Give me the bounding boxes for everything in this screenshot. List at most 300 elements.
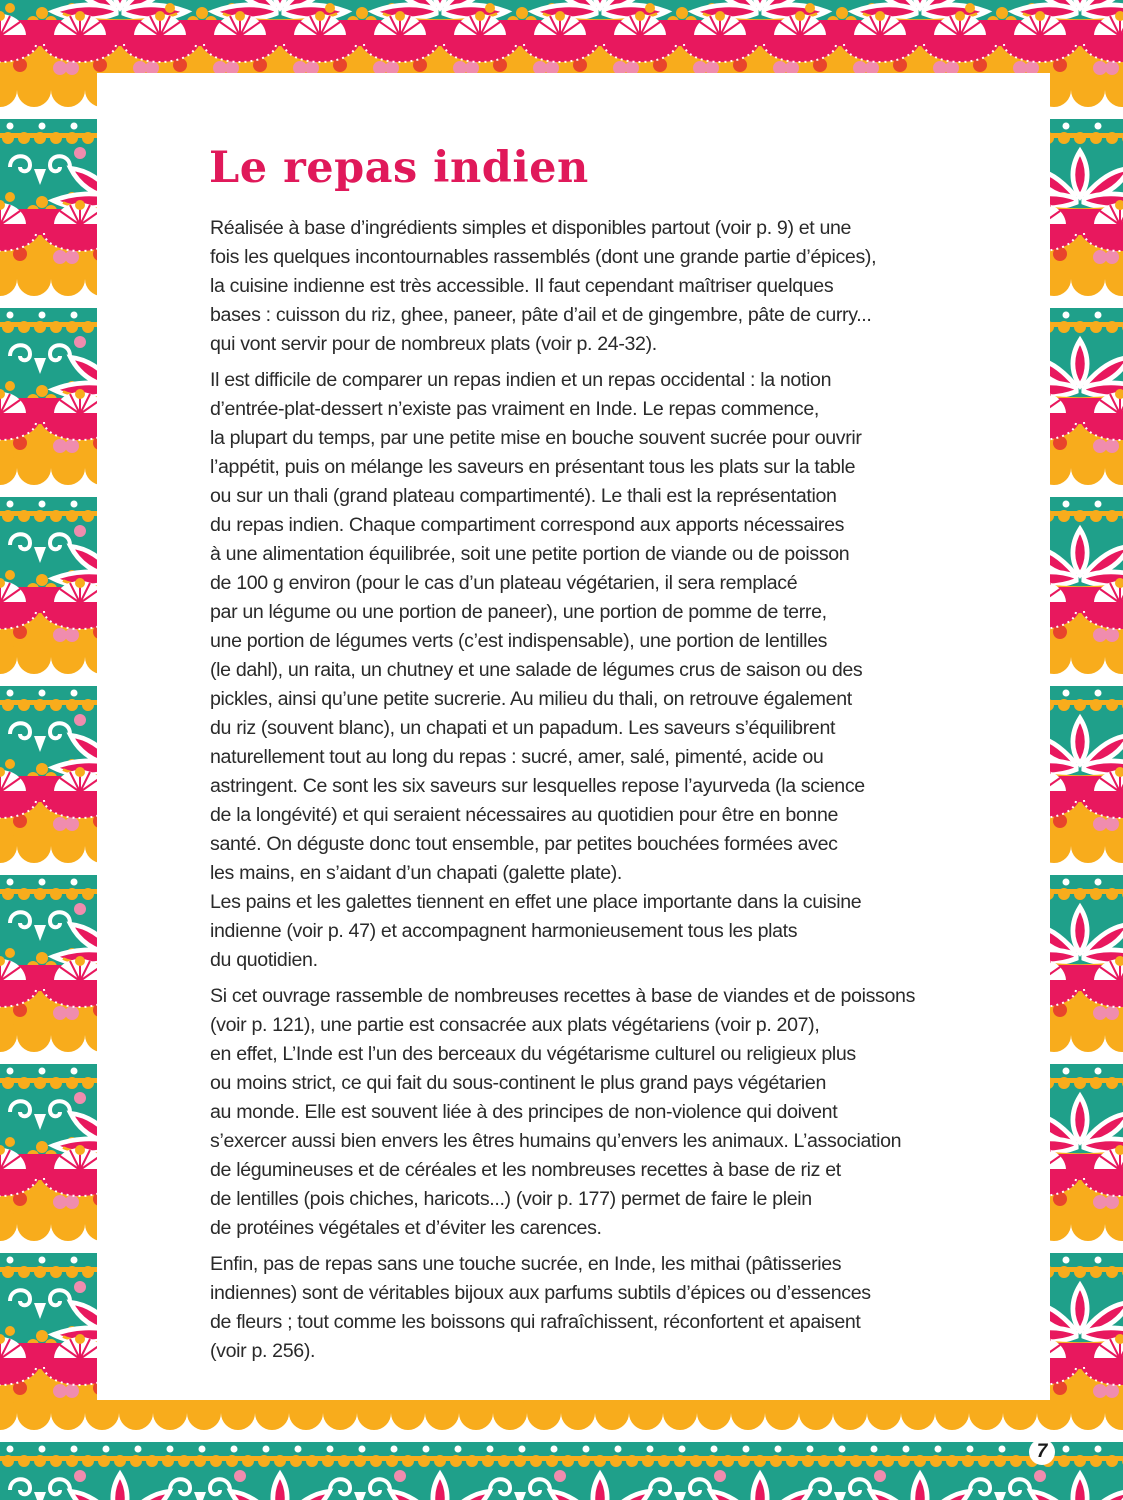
dot: [7, 123, 14, 130]
dot: [39, 879, 46, 886]
scallop: [1071, 451, 1105, 485]
text-line: de fleurs ; tout comme les boissons qui rafraîchissent, réconfortent et apaisent: [210, 1311, 861, 1333]
dot: [150, 1422, 156, 1428]
text-line: de 100 g environ (pour le cas d’un plateau végétarien, il sera remplacé: [210, 572, 798, 594]
swirl-icon: [1105, 1195, 1119, 1209]
text-line: Si cet ouvrage rassemble de nombreuses recettes à base de viandes et de poissons: [210, 985, 916, 1007]
scallop: [1058, 1077, 1070, 1089]
swirl-icon: [53, 1195, 67, 1209]
dot: [1102, 99, 1108, 105]
dot: [71, 1068, 78, 1075]
scallop: [1106, 510, 1118, 522]
dot: [711, 1446, 718, 1453]
dot: [487, 1446, 494, 1453]
dot: [422, 1422, 428, 1428]
scallop: [1090, 321, 1102, 333]
scallop: [1071, 640, 1105, 674]
scallop: [34, 888, 46, 900]
scallop: [1058, 888, 1070, 900]
scallop: [1090, 1266, 1102, 1278]
swirl-icon: [65, 439, 79, 453]
scallop: [1090, 1455, 1102, 1467]
text-line: astringent. Ce sont les six saveurs sur lesquelles repose l’ayurveda (la science: [210, 775, 865, 797]
scallop: [51, 262, 85, 296]
scallop: [51, 1018, 85, 1052]
flower-icon: [645, 3, 655, 13]
scallop: [629, 1396, 663, 1430]
swirl-icon: [1093, 1006, 1107, 1020]
scallop: [562, 1455, 574, 1467]
dot: [7, 1257, 14, 1264]
dot: [1095, 879, 1102, 886]
text-line: indiennes) sont de véritables bijoux aux parfums subtils d’épices ou d’essences: [210, 1282, 871, 1304]
scallop: [1003, 1396, 1037, 1430]
flower-icon: [5, 1137, 15, 1147]
dot: [615, 1446, 622, 1453]
dot: [660, 1422, 666, 1428]
scallop: [418, 1455, 430, 1467]
scallop: [1037, 1396, 1071, 1430]
scallop: [2, 510, 14, 522]
scallop: [51, 451, 85, 485]
text-line: pickles, ainsi qu’une petite sucrerie. Au milieu du thali, on retrouve également: [210, 688, 852, 710]
swirl-icon: [1093, 1384, 1107, 1398]
dot: [519, 1446, 526, 1453]
scallop: [153, 1396, 187, 1430]
scallop: [901, 1396, 935, 1430]
scallop: [51, 1396, 85, 1430]
text-line: une portion de légumes verts (c’est indispensable), une portion de lentilles: [210, 630, 828, 652]
scallop: [34, 321, 46, 333]
scallop: [833, 1396, 867, 1430]
flower-icon: [74, 1470, 86, 1482]
dot: [7, 312, 14, 319]
dot: [263, 1446, 270, 1453]
text-line: à une alimentation équilibrée, soit une petite portion de viande ou de poisson: [210, 543, 850, 565]
scallop: [82, 1077, 94, 1089]
dot: [184, 1422, 190, 1428]
scallop: [969, 1396, 1003, 1430]
scallop: [130, 1455, 142, 1467]
scallop: [498, 1455, 510, 1467]
scallop: [1071, 1018, 1105, 1052]
scallop: [338, 1455, 350, 1467]
scallop: [866, 1455, 878, 1467]
swirl-icon: [53, 61, 67, 75]
scallop: [17, 1396, 51, 1430]
scallop: [357, 1396, 391, 1430]
flower-icon: [74, 525, 86, 537]
text-line: du repas indien. Chaque compartiment correspond aux apports nécessaires: [210, 514, 845, 536]
scallop: [610, 1455, 622, 1467]
dot: [1095, 123, 1102, 130]
scallop: [1074, 132, 1086, 144]
swirl-icon: [1105, 250, 1119, 264]
scallop: [1090, 510, 1102, 522]
scallop: [1074, 888, 1086, 900]
page-title: Le repas indien: [209, 143, 589, 193]
dot: [14, 1422, 20, 1428]
dot: [1068, 99, 1074, 105]
flower-icon: [5, 192, 15, 202]
scallop: [194, 1455, 206, 1467]
scallop: [274, 1455, 286, 1467]
scallop: [1106, 1455, 1118, 1467]
scallop: [1058, 321, 1070, 333]
dot: [82, 477, 88, 483]
dot: [71, 1446, 78, 1453]
text-line: bases : cuisson du riz, ghee, paneer, pâte d’ail et de gingembre, pâte de curry...: [210, 304, 872, 326]
scallop: [493, 1396, 527, 1430]
scallop: [1106, 1077, 1118, 1089]
scallop: [450, 1455, 462, 1467]
dot: [592, 1422, 598, 1428]
dot: [807, 1446, 814, 1453]
scallop: [82, 888, 94, 900]
scallop: [770, 1455, 782, 1467]
dot: [871, 1446, 878, 1453]
dot: [1102, 855, 1108, 861]
paragraph-intro: [210, 214, 970, 359]
dot: [679, 1446, 686, 1453]
scallop: [18, 321, 30, 333]
scallop: [66, 888, 78, 900]
text-line: s’exercer aussi bien envers les êtres humains qu’envers les animaux. L’association: [210, 1130, 902, 1152]
dot: [551, 1446, 558, 1453]
scallop: [50, 1455, 62, 1467]
dot: [14, 855, 20, 861]
dot: [524, 1422, 530, 1428]
scallop: [98, 1455, 110, 1467]
scallop: [17, 640, 51, 674]
scallop: [1106, 888, 1118, 900]
scallop: [18, 699, 30, 711]
scallop: [1090, 888, 1102, 900]
flower-icon: [325, 3, 335, 13]
article-body: [210, 214, 970, 1366]
paragraph-sweets: [210, 1250, 970, 1366]
scallop: [17, 1207, 51, 1241]
scallop: [50, 699, 62, 711]
dot: [1068, 1044, 1074, 1050]
scallop: [50, 1077, 62, 1089]
text-line: Réalisée à base d’ingrédients simples et disponibles partout (voir p. 9) et une: [210, 217, 852, 239]
scallop: [1071, 1396, 1105, 1430]
dot: [932, 1422, 938, 1428]
dot: [359, 1446, 366, 1453]
scallop: [18, 1077, 30, 1089]
scallop: [50, 510, 62, 522]
scallop: [306, 1455, 318, 1467]
scallop: [18, 510, 30, 522]
dot: [1095, 1446, 1102, 1453]
dot: [830, 1422, 836, 1428]
text-line: naturellement tout au long du repas : sucré, amer, salé, pimenté, acide ou: [210, 746, 824, 768]
dot: [1063, 501, 1070, 508]
text-line: au monde. Elle est souvent liée à des principes de non-violence qui doivent: [210, 1101, 838, 1123]
scallop: [978, 1455, 990, 1467]
dot: [1102, 666, 1108, 672]
dot: [82, 855, 88, 861]
paragraph-thali: [210, 366, 970, 975]
scallop: [561, 1396, 595, 1430]
dot: [1102, 1233, 1108, 1239]
scallop: [1106, 321, 1118, 333]
dot: [286, 1422, 292, 1428]
text-line: ou sur un thali (grand plateau compartimenté). Le thali est la représentation: [210, 485, 837, 507]
dot: [82, 99, 88, 105]
text-line: (voir p. 256).: [210, 1340, 316, 1362]
scallop: [50, 321, 62, 333]
scallop: [1058, 132, 1070, 144]
dot: [218, 1422, 224, 1428]
scallop: [2, 1077, 14, 1089]
scallop: [459, 1396, 493, 1430]
scallop: [1090, 132, 1102, 144]
swirl-icon: [1093, 817, 1107, 831]
swirl-icon: [65, 250, 79, 264]
dot: [231, 1446, 238, 1453]
scallop: [1058, 1455, 1070, 1467]
flower-icon: [5, 1326, 15, 1336]
scallop: [2, 1455, 14, 1467]
dot: [391, 1446, 398, 1453]
scallop: [51, 1207, 85, 1241]
flower-icon: [1034, 1470, 1046, 1482]
dot: [1063, 879, 1070, 886]
text-line: fois les quelques incontournables rassemblés (dont une grande partie d’épices),: [210, 246, 877, 268]
scallop: [663, 1396, 697, 1430]
scallop: [258, 1455, 270, 1467]
swirl-icon: [53, 1006, 67, 1020]
scallop: [370, 1455, 382, 1467]
dot: [14, 1044, 20, 1050]
dot: [295, 1446, 302, 1453]
dot: [388, 1422, 394, 1428]
dot: [199, 1446, 206, 1453]
dot: [82, 1233, 88, 1239]
flower-icon: [965, 3, 975, 13]
swirl-icon: [53, 817, 67, 831]
scallop: [242, 1455, 254, 1467]
dot: [1063, 1257, 1070, 1264]
scallop: [290, 1455, 302, 1467]
dot: [39, 1257, 46, 1264]
text-line: l’appétit, puis on mélange les saveurs en présentant tous les plats sur la table: [210, 456, 856, 478]
dot: [743, 1446, 750, 1453]
scallop: [82, 510, 94, 522]
scallop: [82, 1455, 94, 1467]
text-line: d’entrée-plat-dessert n’existe pas vraiment en Inde. Le repas commence,: [210, 398, 820, 420]
scallop: [642, 1455, 654, 1467]
scallop: [786, 1455, 798, 1467]
dot: [1068, 1422, 1074, 1428]
flower-icon: [5, 570, 15, 580]
scallop: [425, 1396, 459, 1430]
page-number: 7: [1029, 1439, 1055, 1465]
swirl-icon: [65, 1195, 79, 1209]
dot: [39, 501, 46, 508]
scallop: [82, 132, 94, 144]
scallop: [289, 1396, 323, 1430]
scallop: [2, 321, 14, 333]
dot: [39, 1446, 46, 1453]
dot: [167, 1446, 174, 1453]
text-line: santé. On déguste donc tout ensemble, par petites bouchées formées avec: [210, 833, 838, 855]
dot: [7, 1068, 14, 1075]
scallop: [17, 73, 51, 107]
swirl-icon: [65, 628, 79, 642]
swirl-icon: [1093, 439, 1107, 453]
dot: [839, 1446, 846, 1453]
scallop: [391, 1396, 425, 1430]
scallop: [1071, 1207, 1105, 1241]
dot: [1063, 312, 1070, 319]
scallop: [578, 1455, 590, 1467]
scallop: [50, 132, 62, 144]
swirl-icon: [1105, 61, 1119, 75]
scallop: [17, 829, 51, 863]
dot: [898, 1422, 904, 1428]
scallop: [690, 1455, 702, 1467]
dot: [1068, 477, 1074, 483]
scallop: [322, 1455, 334, 1467]
dot: [490, 1422, 496, 1428]
dot: [39, 123, 46, 130]
scallop: [1010, 1455, 1022, 1467]
text-line: de lentilles (pois chiches, haricots...) (voir p. 177) permet de faire le plein: [210, 1188, 812, 1210]
dot: [71, 1257, 78, 1264]
scallop: [50, 1266, 62, 1278]
scallop: [930, 1455, 942, 1467]
scallop: [1074, 321, 1086, 333]
dot: [694, 1422, 700, 1428]
text-line: (voir p. 121), une partie est consacrée aux plats végétariens (voir p. 207),: [210, 1014, 820, 1036]
dot: [1068, 288, 1074, 294]
scallop: [82, 699, 94, 711]
scallop: [765, 1396, 799, 1430]
scallop: [731, 1396, 765, 1430]
scallop: [34, 699, 46, 711]
dot: [966, 1422, 972, 1428]
flower-icon: [74, 1281, 86, 1293]
dot: [82, 288, 88, 294]
scallop: [18, 132, 30, 144]
swirl-icon: [1105, 439, 1119, 453]
scallop: [1106, 1266, 1118, 1278]
flower-icon: [874, 1470, 886, 1482]
scallop: [1074, 1266, 1086, 1278]
scallop: [146, 1455, 158, 1467]
scallop: [882, 1455, 894, 1467]
dot: [1095, 690, 1102, 697]
text-line: de légumineuses et de céréales et les nombreuses recettes à base de riz et: [210, 1159, 841, 1181]
text-line: de la longévité) et qui seraient nécessaires au quotidien pour être en bonne: [210, 804, 839, 826]
flower-icon: [805, 3, 815, 13]
dot: [327, 1446, 334, 1453]
dot: [82, 1422, 88, 1428]
dot: [14, 1233, 20, 1239]
flower-icon: [485, 3, 495, 13]
dot: [71, 690, 78, 697]
scallop: [1090, 699, 1102, 711]
flower-icon: [5, 759, 15, 769]
flower-icon: [5, 948, 15, 958]
dot: [1034, 1422, 1040, 1428]
scallop: [867, 1396, 901, 1430]
scallop: [34, 132, 46, 144]
scallop: [1058, 699, 1070, 711]
scallop: [1074, 1455, 1086, 1467]
swirl-icon: [53, 250, 67, 264]
dot: [935, 1446, 942, 1453]
scallop: [386, 1455, 398, 1467]
scallop: [2, 888, 14, 900]
text-line: de protéines végétales et d’éviter les carences.: [210, 1217, 602, 1239]
scallop: [994, 1455, 1006, 1467]
swirl-icon: [1093, 250, 1107, 264]
scallop: [962, 1455, 974, 1467]
dot: [1068, 666, 1074, 672]
scallop: [935, 1396, 969, 1430]
dot: [48, 477, 54, 483]
scallop: [1071, 262, 1105, 296]
dot: [7, 690, 14, 697]
flower-icon: [74, 903, 86, 915]
dot: [39, 312, 46, 319]
scallop: [802, 1455, 814, 1467]
scallop: [18, 1266, 30, 1278]
dot: [1068, 855, 1074, 861]
scallop: [626, 1455, 638, 1467]
dot: [14, 99, 20, 105]
text-line: Il est difficile de comparer un repas indien et un repas occidental : la notion: [210, 369, 832, 391]
scallop: [834, 1455, 846, 1467]
scallop: [221, 1396, 255, 1430]
scallop: [799, 1396, 833, 1430]
scallop: [594, 1455, 606, 1467]
dot: [135, 1446, 142, 1453]
dot: [39, 1068, 46, 1075]
scallop: [66, 1266, 78, 1278]
dot: [103, 1446, 110, 1453]
flower-icon: [5, 381, 15, 391]
scallop: [697, 1396, 731, 1430]
dot: [48, 1044, 54, 1050]
scallop: [18, 1455, 30, 1467]
dot: [14, 477, 20, 483]
dot: [583, 1446, 590, 1453]
scallop: [754, 1455, 766, 1467]
scallop: [66, 1455, 78, 1467]
dot: [71, 501, 78, 508]
text-line: en effet, L’Inde est l’un des berceaux du végétarisme culturel ou religieux plus: [210, 1043, 856, 1065]
dot: [1068, 1233, 1074, 1239]
scallop: [2, 132, 14, 144]
scallop: [514, 1455, 526, 1467]
dot: [1063, 123, 1070, 130]
scallop: [674, 1455, 686, 1467]
scallop: [595, 1396, 629, 1430]
flower-icon: [234, 1470, 246, 1482]
swirl-icon: [65, 1384, 79, 1398]
dot: [456, 1422, 462, 1428]
dot: [7, 501, 14, 508]
scallop: [17, 451, 51, 485]
scallop: [1106, 132, 1118, 144]
dot: [455, 1446, 462, 1453]
text-line: la plupart du temps, par une petite mise en bouche souvent sucrée pour ouvrir: [210, 427, 862, 449]
